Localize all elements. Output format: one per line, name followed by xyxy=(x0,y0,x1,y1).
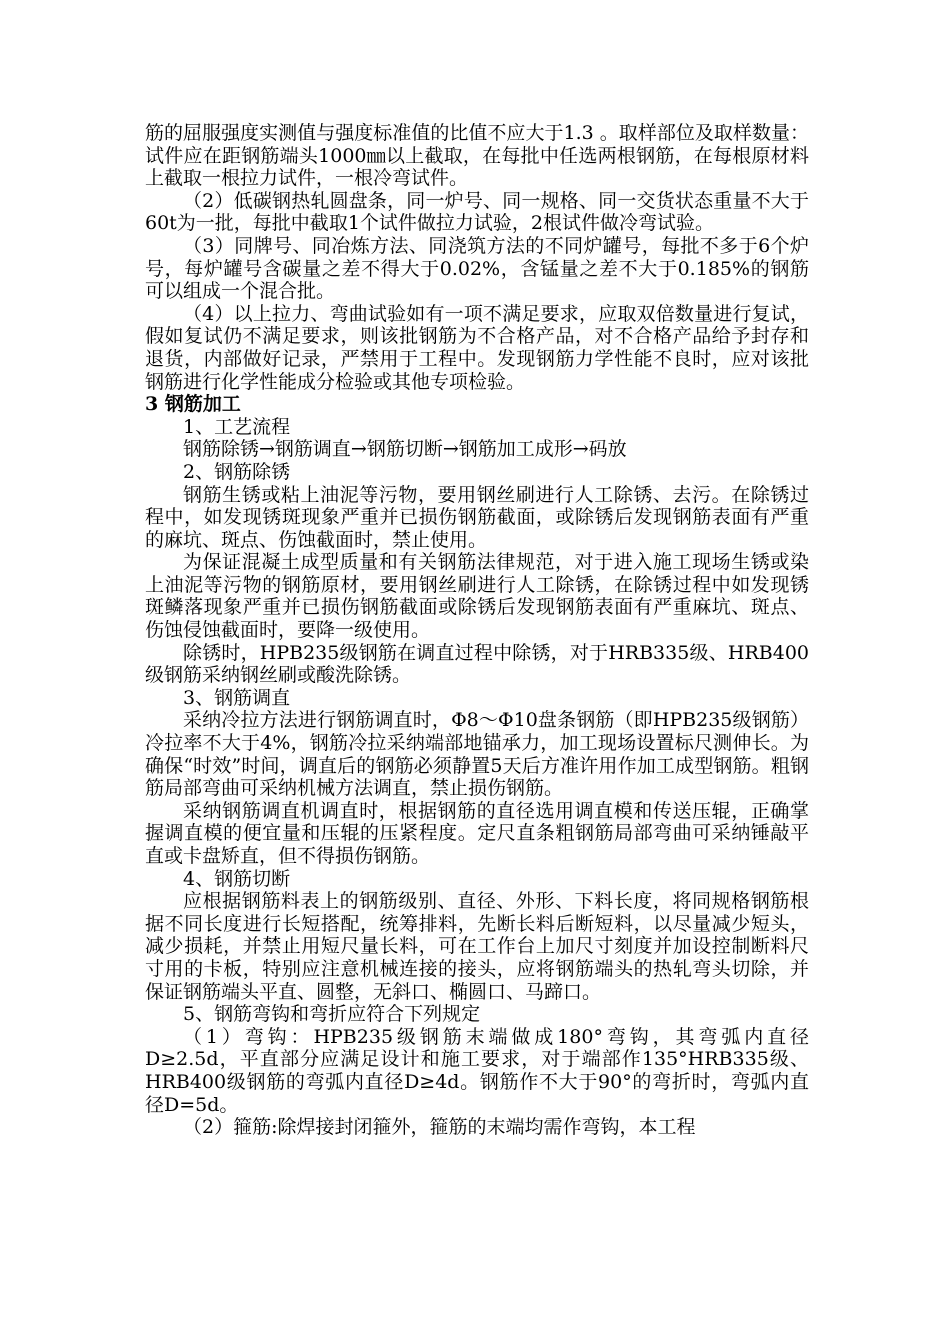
paragraph-bending-hook: （1）弯钩：HPB235级钢筋末端做成180°弯钩，其弯弧内直径D≥2.5d，平直部分应满足设计和施工要求，对于端部作135°HRB335级、HRB400级钢筋的弯弧内直径D≥4d。钢筋作不大于90°的弯折时，弯弧内直径D=5d。 xyxy=(145,1025,809,1116)
paragraph-item-3: （3）同牌号、同冶炼方法、同浇筑方法的不同炉罐号，每批不多于6个炉号，每炉罐号含碳量之差不得大于0.02%，含锰量之差不大于0.185%的钢筋可以组成一个混合批。 xyxy=(145,234,809,303)
subheading-rust-removal: 2、钢筋除锈 xyxy=(183,460,291,483)
paragraph-straightening-2: 采纳钢筋调直机调直时，根据钢筋的直径选用调直模和传送压辊，正确掌握调直模的便宜量和压辊的压紧程度。定尺直条粗钢筋局部弯曲可采纳锤敲平直或卡盘矫直，但不得损伤钢筋。 xyxy=(145,799,809,867)
subheading-straightening: 3、钢筋调直 xyxy=(183,686,291,709)
subheading-cutting: 4、钢筋切断 xyxy=(183,867,291,890)
paragraph-sampling: 筋的屈服强度实测值与强度标准值的比值不应大于1.3 。取样部位及取样数量：试件应在距钢筋端头1000㎜以上截取，在每批中任选两根钢筋，在每根原材料上截取一根拉力试件，一根冷弯试件。 xyxy=(145,122,809,190)
paragraph-stirrup: （2）箍筋:除焊接封闭箍外，箍筋的末端均需作弯钩，本工程 xyxy=(183,1116,696,1139)
paragraph-process-flow: 钢筋除锈→钢筋调直→钢筋切断→钢筋加工成形→码放 xyxy=(183,438,627,461)
paragraph-straightening-1: 采纳冷拉方法进行钢筋调直时，Φ8～Φ10盘条钢筋（即HPB235级钢筋）冷拉率不大于4%，钢筋冷拉采纳端部地锚承力，加工现场设置标尺测伸长。为确保“时效”时间，调直后的钢筋必须静置5天后方准许用作加工成型钢筋。粗钢筋局部弯曲可采纳机械方法调直，禁止损伤钢筋。 xyxy=(145,709,809,800)
paragraph-rust-removal-3: 除锈时，HPB235级钢筋在调直过程中除锈，对于HRB335级、HRB400级钢筋采纳钢丝刷或酸洗除锈。 xyxy=(145,641,809,687)
subheading-process-flow: 1、工艺流程 xyxy=(183,415,291,438)
paragraph-item-4: （4）以上拉力、弯曲试验如有一项不满足要求，应取双倍数量进行复试，假如复试仍不满足要求，则该批钢筋为不合格产品，对不合格产品给予封存和退货，内部做好记录，严禁用于工程中。发现钢筋力学性能不良时，应对该批钢筋进行化学性能成分检验或其他专项检验。 xyxy=(145,302,809,393)
paragraph-item-2: （2）低碳钢热轧圆盘条，同一炉号、同一规格、同一交货状态重量不大于60t为一批，每批中截取1个试件做拉力试验，2根试件做冷弯试验。 xyxy=(145,189,809,235)
paragraph-cutting: 应根据钢筋料表上的钢筋级别、直径、外形、下料长度，将同规格钢筋根据不同长度进行长短搭配，统筹排料，先断长料后断短料，以尽量减少短头，减少损耗，并禁止用短尺量长料，可在工作台上加尺寸刻度并加设控制断料尺寸用的卡板，特别应注意机械连接的接头，应将钢筋端头的热轧弯头切除，并保证钢筋端头平直、圆整，无斜口、椭圆口、马蹄口。 xyxy=(145,890,809,1003)
subheading-bending: 5、钢筋弯钩和弯折应符合下列规定 xyxy=(183,1003,481,1026)
paragraph-rust-removal-2: 为保证混凝土成型质量和有关钢筋法律规范，对于进入施工现场生锈或染上油泥等污物的钢筋原材，要用钢丝刷进行人工除锈，在除锈过程中如发现锈斑鳞落现象严重并已损伤钢筋截面或除锈后发现钢筋表面有严重麻坑、斑点、伤蚀侵蚀截面时，要降一级使用。 xyxy=(145,551,809,642)
section-heading: 3 钢筋加工 xyxy=(145,393,241,416)
paragraph-rust-removal-1: 钢筋生锈或粘上油泥等污物，要用钢丝刷进行人工除锈、去污。在除锈过程中，如发现锈斑现象严重并已损伤钢筋截面，或除锈后发现钢筋表面有严重的麻坑、斑点、伤蚀截面时，禁止使用。 xyxy=(145,483,809,551)
document-page xyxy=(145,122,809,1139)
